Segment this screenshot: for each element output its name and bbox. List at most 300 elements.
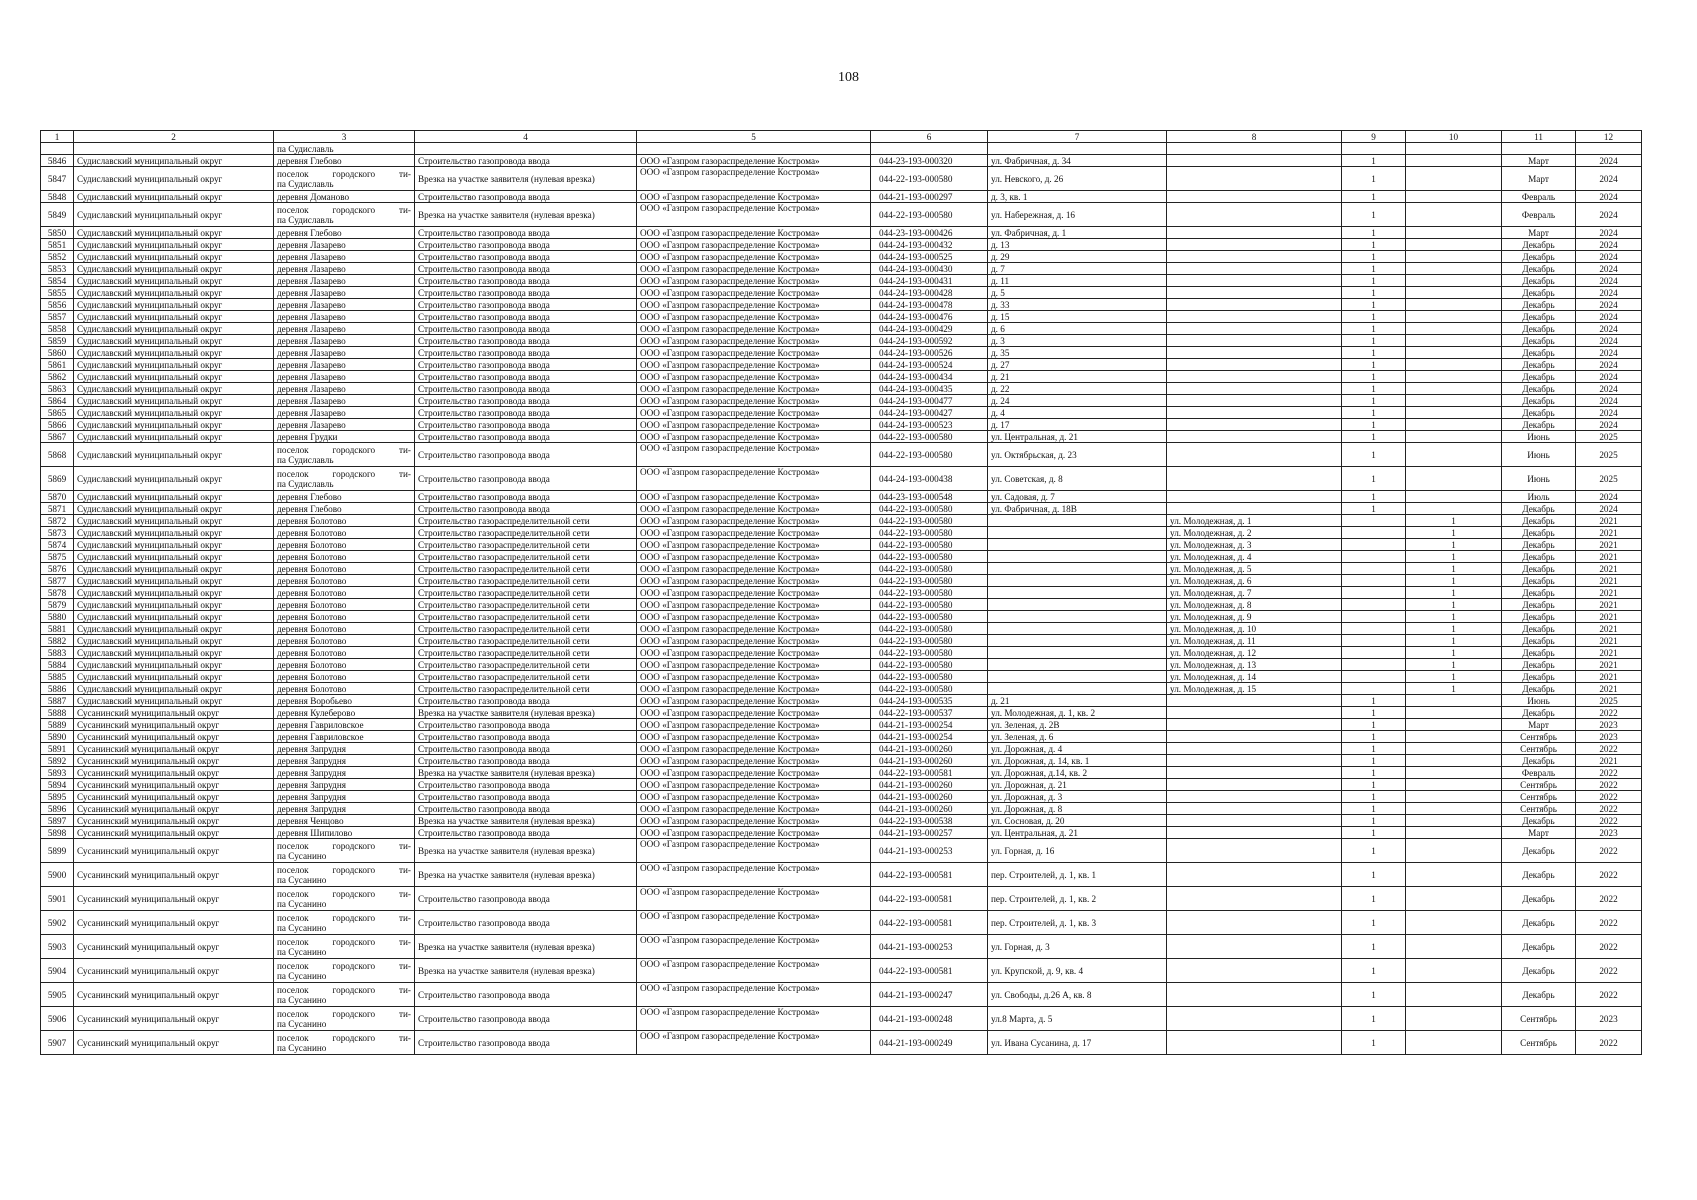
cell-count-network [1406, 155, 1502, 167]
cell-count-network [1406, 167, 1502, 191]
cell-address-network [1167, 827, 1342, 839]
table-row [41, 299, 1642, 311]
cell-count-network [1406, 143, 1502, 155]
cell-address-network [1167, 419, 1342, 431]
locality-line: деревня Лазарево [277, 335, 346, 346]
locality-line: деревня Грудки [277, 431, 338, 442]
cell-locality [274, 551, 415, 563]
cell-address: ул. Дорожная, д. 21 [988, 779, 1167, 791]
cell-locality [274, 515, 415, 527]
cell-org: ООО «Газпром газораспределение Кострома» [637, 767, 871, 779]
cell-address-network [1167, 959, 1342, 983]
cell-month: Декабрь [1502, 815, 1576, 827]
cell-count-network: 1 [1406, 551, 1502, 563]
cell-org [637, 143, 871, 155]
cell-month: Декабрь [1502, 983, 1576, 1007]
cell-code: 044-21-193-000247 [871, 983, 988, 1007]
cell-org: ООО «Газпром газораспределение Кострома» [637, 935, 871, 959]
cell-org: ООО «Газпром газораспределение Кострома» [637, 683, 871, 695]
cell-month: Март [1502, 719, 1576, 731]
cell-count-network [1406, 491, 1502, 503]
cell-org: ООО «Газпром газораспределение Кострома» [637, 527, 871, 539]
cell-address: ул. Фабричная, д. 18В [988, 503, 1167, 515]
cell-org: ООО «Газпром газораспределение Кострома» [637, 155, 871, 167]
cell-org: ООО «Газпром газораспределение Кострома» [637, 731, 871, 743]
cell-code: 044-22-193-000580 [871, 647, 988, 659]
cell-year: 2021 [1576, 587, 1642, 599]
cell-address-network [1167, 839, 1342, 863]
locality-line: па Судиславль [277, 454, 334, 465]
column-header-6: 6 [871, 131, 988, 143]
table-row [41, 323, 1642, 335]
cell-count-network [1406, 815, 1502, 827]
cell-count-input: 1 [1342, 467, 1406, 491]
cell-address-network: ул. Молодежная, д. 11 [1167, 635, 1342, 647]
cell-address-network [1167, 335, 1342, 347]
cell-locality [274, 599, 415, 611]
cell-code: 044-22-193-000580 [871, 527, 988, 539]
cell-code: 044-21-193-000254 [871, 731, 988, 743]
registry-table-wrapper [40, 130, 1642, 1055]
cell-count-network [1406, 371, 1502, 383]
cell-org: ООО «Газпром газораспределение Кострома» [637, 983, 871, 1007]
cell-count-network [1406, 695, 1502, 707]
cell-count-input: 1 [1342, 383, 1406, 395]
cell-work: Строительство газопровода ввода [415, 503, 637, 515]
cell-org: ООО «Газпром газораспределение Кострома» [637, 539, 871, 551]
table-row [41, 227, 1642, 239]
cell-number: 5898 [41, 827, 74, 839]
cell-count-network [1406, 431, 1502, 443]
cell-number: 5873 [41, 527, 74, 539]
locality-line: деревня Гавриловское [277, 731, 364, 742]
cell-locality [274, 167, 415, 191]
table-row [41, 803, 1642, 815]
cell-number: 5852 [41, 251, 74, 263]
cell-address [988, 635, 1167, 647]
cell-month: Декабрь [1502, 599, 1576, 611]
cell-number: 5883 [41, 647, 74, 659]
cell-org: ООО «Газпром газораспределение Кострома» [637, 239, 871, 251]
cell-work: Строительство газопровода ввода [415, 443, 637, 467]
cell-org: ООО «Газпром газораспределение Кострома» [637, 959, 871, 983]
cell-address-network [1167, 911, 1342, 935]
cell-address: ул. Сосновая, д. 20 [988, 815, 1167, 827]
cell-code: 044-24-193-000525 [871, 251, 988, 263]
cell-count-network [1406, 503, 1502, 515]
cell-code: 044-23-193-000320 [871, 155, 988, 167]
cell-number: 5861 [41, 359, 74, 371]
cell-year: 2023 [1576, 731, 1642, 743]
cell-count-input: 1 [1342, 731, 1406, 743]
cell-count-network: 1 [1406, 587, 1502, 599]
cell-number: 5859 [41, 335, 74, 347]
cell-month: Декабрь [1502, 323, 1576, 335]
cell-code: 044-22-193-000580 [871, 587, 988, 599]
cell-month: Декабрь [1502, 635, 1576, 647]
cell-month: Декабрь [1502, 299, 1576, 311]
cell-org: ООО «Газпром газораспределение Кострома» [637, 275, 871, 287]
table-row [41, 659, 1642, 671]
table-row [41, 335, 1642, 347]
page-number: 108 [838, 70, 859, 85]
cell-month: Декабрь [1502, 683, 1576, 695]
cell-count-input: 1 [1342, 815, 1406, 827]
cell-work: Строительство газораспределительной сети [415, 515, 637, 527]
cell-district: Сусанинский муниципальный округ [74, 935, 274, 959]
cell-code: 044-24-193-000535 [871, 695, 988, 707]
cell-district: Судиславский муниципальный округ [74, 515, 274, 527]
cell-work: Строительство газопровода ввода [415, 287, 637, 299]
locality-line: деревня Воробьево [277, 695, 352, 706]
cell-address [988, 671, 1167, 683]
table-row [41, 563, 1642, 575]
cell-number: 5886 [41, 683, 74, 695]
cell-address: ул.8 Марта, д. 5 [988, 1007, 1167, 1031]
cell-year: 2021 [1576, 515, 1642, 527]
cell-address-network [1167, 371, 1342, 383]
cell-address-network [1167, 815, 1342, 827]
cell-locality [274, 263, 415, 275]
cell-district: Судиславский муниципальный округ [74, 359, 274, 371]
cell-locality [274, 491, 415, 503]
cell-work: Строительство газопровода ввода [415, 911, 637, 935]
table-row [41, 251, 1642, 263]
cell-address-network: ул. Молодежная, д. 10 [1167, 623, 1342, 635]
cell-year: 2024 [1576, 503, 1642, 515]
cell-org: ООО «Газпром газораспределение Кострома» [637, 815, 871, 827]
cell-address-network: ул. Молодежная, д. 13 [1167, 659, 1342, 671]
cell-count-input [1342, 647, 1406, 659]
cell-address: ул. Октябрьская, д. 23 [988, 443, 1167, 467]
cell-count-input: 1 [1342, 275, 1406, 287]
cell-code: 044-22-193-000581 [871, 887, 988, 911]
cell-count-network: 1 [1406, 623, 1502, 635]
cell-month: Сентябрь [1502, 803, 1576, 815]
cell-count-network [1406, 803, 1502, 815]
cell-code: 044-22-193-000581 [871, 863, 988, 887]
cell-address: д. 21 [988, 695, 1167, 707]
table-row [41, 575, 1642, 587]
cell-number: 5899 [41, 839, 74, 863]
cell-address-network [1167, 863, 1342, 887]
cell-number: 5854 [41, 275, 74, 287]
cell-count-input [1342, 635, 1406, 647]
table-row [41, 827, 1642, 839]
cell-locality [274, 227, 415, 239]
cell-work: Строительство газопровода ввода [415, 383, 637, 395]
cell-year: 2024 [1576, 287, 1642, 299]
cell-code: 044-22-193-000580 [871, 167, 988, 191]
cell-count-input [1342, 527, 1406, 539]
cell-work: Строительство газопровода ввода [415, 803, 637, 815]
cell-month: Декабрь [1502, 527, 1576, 539]
cell-month: Декабрь [1502, 863, 1576, 887]
cell-locality [274, 407, 415, 419]
cell-count-input: 1 [1342, 227, 1406, 239]
cell-month: Декабрь [1502, 755, 1576, 767]
cell-work: Врезка на участке заявителя (нулевая врезка) [415, 863, 637, 887]
locality-line: па Судиславль [277, 478, 334, 489]
locality-line: деревня Болотово [277, 575, 347, 586]
cell-count-network [1406, 1031, 1502, 1055]
cell-org: ООО «Газпром газораспределение Кострома» [637, 419, 871, 431]
cell-district: Сусанинский муниципальный округ [74, 1031, 274, 1055]
cell-code: 044-24-193-000430 [871, 263, 988, 275]
cell-address-network [1167, 695, 1342, 707]
locality-line: деревня Лазарево [277, 287, 346, 298]
cell-month: Сентябрь [1502, 743, 1576, 755]
cell-address: д. 6 [988, 323, 1167, 335]
cell-locality [274, 1031, 415, 1055]
table-row [41, 959, 1642, 983]
cell-month: Март [1502, 227, 1576, 239]
cell-month: Декабрь [1502, 515, 1576, 527]
cell-code: 044-24-193-000427 [871, 407, 988, 419]
cell-work: Строительство газораспределительной сети [415, 563, 637, 575]
cell-count-input [1342, 563, 1406, 575]
cell-count-input: 1 [1342, 707, 1406, 719]
cell-number: 5849 [41, 203, 74, 227]
cell-address-network [1167, 347, 1342, 359]
cell-locality [274, 275, 415, 287]
cell-number: 5900 [41, 863, 74, 887]
cell-address: д. 17 [988, 419, 1167, 431]
cell-count-input [1342, 551, 1406, 563]
cell-locality [274, 371, 415, 383]
cell-count-input: 1 [1342, 803, 1406, 815]
cell-number: 5905 [41, 983, 74, 1007]
cell-year: 2021 [1576, 623, 1642, 635]
cell-address: д. 5 [988, 287, 1167, 299]
locality-line: деревня Запрудня [277, 767, 346, 778]
locality-line: деревня Болотово [277, 551, 347, 562]
table-row [41, 911, 1642, 935]
cell-locality [274, 683, 415, 695]
cell-count-network [1406, 395, 1502, 407]
cell-address-network [1167, 503, 1342, 515]
cell-org: ООО «Газпром газораспределение Кострома» [637, 839, 871, 863]
cell-code: 044-22-193-000580 [871, 551, 988, 563]
cell-count-network: 1 [1406, 659, 1502, 671]
cell-work: Строительство газопровода ввода [415, 827, 637, 839]
cell-number: 5895 [41, 791, 74, 803]
cell-count-input: 1 [1342, 287, 1406, 299]
table-row [41, 287, 1642, 299]
cell-address-network [1167, 803, 1342, 815]
cell-count-input: 1 [1342, 827, 1406, 839]
cell-month: Декабрь [1502, 335, 1576, 347]
table-row [41, 515, 1642, 527]
cell-work: Строительство газопровода ввода [415, 755, 637, 767]
table-row [41, 383, 1642, 395]
cell-count-input: 1 [1342, 407, 1406, 419]
cell-address-network: ул. Молодежная, д. 14 [1167, 671, 1342, 683]
cell-org: ООО «Газпром газораспределение Кострома» [637, 287, 871, 299]
cell-number: 5877 [41, 575, 74, 587]
cell-number: 5893 [41, 767, 74, 779]
cell-locality [274, 635, 415, 647]
cell-number: 5872 [41, 515, 74, 527]
column-number-row [41, 131, 1642, 143]
cell-year: 2022 [1576, 911, 1642, 935]
cell-work: Строительство газопровода ввода [415, 731, 637, 743]
cell-month: Декабрь [1502, 239, 1576, 251]
cell-address: д. 29 [988, 251, 1167, 263]
cell-year: 2024 [1576, 419, 1642, 431]
cell-count-network [1406, 983, 1502, 1007]
cell-code: 044-22-193-000580 [871, 203, 988, 227]
cell-year: 2022 [1576, 887, 1642, 911]
cell-count-network: 1 [1406, 563, 1502, 575]
cell-count-network [1406, 863, 1502, 887]
cell-work: Врезка на участке заявителя (нулевая врезка) [415, 959, 637, 983]
cell-address: ул. Фабричная, д. 1 [988, 227, 1167, 239]
locality-line: деревня Болотово [277, 587, 347, 598]
cell-code: 044-22-193-000580 [871, 671, 988, 683]
cell-count-input: 1 [1342, 155, 1406, 167]
table-row [41, 395, 1642, 407]
locality-line: па Судиславль [277, 178, 334, 189]
cell-number: 5890 [41, 731, 74, 743]
cell-address: ул. Фабричная, д. 34 [988, 155, 1167, 167]
cell-work: Строительство газораспределительной сети [415, 539, 637, 551]
cell-district: Судиславский муниципальный округ [74, 383, 274, 395]
cell-district: Судиславский муниципальный округ [74, 407, 274, 419]
cell-number: 5882 [41, 635, 74, 647]
cell-year: 2024 [1576, 299, 1642, 311]
cell-code: 044-24-193-000438 [871, 467, 988, 491]
cell-year: 2025 [1576, 431, 1642, 443]
table-row [41, 431, 1642, 443]
cell-month: Декабрь [1502, 611, 1576, 623]
cell-org: ООО «Газпром газораспределение Кострома» [637, 251, 871, 263]
cell-address-network [1167, 743, 1342, 755]
cell-locality [274, 383, 415, 395]
table-row [41, 419, 1642, 431]
cell-count-input: 1 [1342, 191, 1406, 203]
cell-year: 2021 [1576, 659, 1642, 671]
cell-work: Врезка на участке заявителя (нулевая врезка) [415, 707, 637, 719]
cell-address: ул. Центральная, д. 21 [988, 431, 1167, 443]
cell-work: Строительство газопровода ввода [415, 275, 637, 287]
cell-year: 2024 [1576, 191, 1642, 203]
table-row [41, 311, 1642, 323]
cell-address-network [1167, 407, 1342, 419]
cell-count-network: 1 [1406, 671, 1502, 683]
locality-line: поселок городского ти- [277, 864, 411, 875]
cell-month: Декабрь [1502, 839, 1576, 863]
cell-number: 5892 [41, 755, 74, 767]
cell-year: 2024 [1576, 335, 1642, 347]
cell-month: Декабрь [1502, 395, 1576, 407]
cell-year: 2021 [1576, 575, 1642, 587]
locality-line: деревня Болотово [277, 647, 347, 658]
cell-work: Строительство газопровода ввода [415, 431, 637, 443]
cell-count-network [1406, 191, 1502, 203]
cell-district: Сусанинский муниципальный округ [74, 719, 274, 731]
cell-number: 5860 [41, 347, 74, 359]
cell-org: ООО «Газпром газораспределение Кострома» [637, 407, 871, 419]
cell-address: ул. Зеленая, д. 2В [988, 719, 1167, 731]
cell-code: 044-24-193-000428 [871, 287, 988, 299]
cell-month: Декабрь [1502, 659, 1576, 671]
cell-address: д. 13 [988, 239, 1167, 251]
locality-line: деревня Запрудня [277, 791, 346, 802]
cell-district: Судиславский муниципальный округ [74, 239, 274, 251]
cell-count-input: 1 [1342, 695, 1406, 707]
cell-year: 2022 [1576, 707, 1642, 719]
cell-number: 5864 [41, 395, 74, 407]
cell-count-network [1406, 779, 1502, 791]
cell-month: Сентябрь [1502, 779, 1576, 791]
cell-number: 5894 [41, 779, 74, 791]
cell-address-network [1167, 383, 1342, 395]
cell-count-network [1406, 719, 1502, 731]
cell-address-network: ул. Молодежная, д. 12 [1167, 647, 1342, 659]
cell-number: 5887 [41, 695, 74, 707]
cell-address: д. 21 [988, 371, 1167, 383]
locality-line: деревня Лазарево [277, 323, 346, 334]
cell-locality [274, 575, 415, 587]
cell-locality [274, 743, 415, 755]
cell-count-input: 1 [1342, 863, 1406, 887]
cell-address [988, 515, 1167, 527]
cell-org: ООО «Газпром газораспределение Кострома» [637, 203, 871, 227]
locality-line: деревня Лазарево [277, 275, 346, 286]
cell-month: Сентябрь [1502, 1007, 1576, 1031]
cell-count-input: 1 [1342, 431, 1406, 443]
cell-address-network [1167, 731, 1342, 743]
cell-district: Судиславский муниципальный округ [74, 275, 274, 287]
cell-org: ООО «Газпром газораспределение Кострома» [637, 611, 871, 623]
cell-year: 2022 [1576, 863, 1642, 887]
cell-locality [274, 623, 415, 635]
cell-address-network [1167, 719, 1342, 731]
column-header-2: 2 [74, 131, 274, 143]
cell-number: 5880 [41, 611, 74, 623]
cell-count-network [1406, 767, 1502, 779]
cell-code: 044-24-193-000429 [871, 323, 988, 335]
cell-work: Строительство газопровода ввода [415, 359, 637, 371]
cell-count-network [1406, 959, 1502, 983]
cell-org: ООО «Газпром газораспределение Кострома» [637, 347, 871, 359]
cell-address: ул. Центральная, д. 21 [988, 827, 1167, 839]
cell-count-input [1342, 515, 1406, 527]
cell-number: 5884 [41, 659, 74, 671]
cell-number: 5848 [41, 191, 74, 203]
locality-line: па Судиславль [277, 214, 334, 225]
cell-address-network [1167, 239, 1342, 251]
cell-address-network [1167, 203, 1342, 227]
cell-count-network: 1 [1406, 599, 1502, 611]
cell-month: Декабрь [1502, 347, 1576, 359]
cell-district: Сусанинский муниципальный округ [74, 743, 274, 755]
cell-count-network [1406, 323, 1502, 335]
cell-address-network [1167, 263, 1342, 275]
locality-line: деревня Лазарево [277, 395, 346, 406]
cell-org: ООО «Газпром газораспределение Кострома» [637, 671, 871, 683]
locality-line: поселок городского ти- [277, 984, 411, 995]
cell-address-network [1167, 323, 1342, 335]
cell-month: Декабрь [1502, 575, 1576, 587]
cell-address: ул. Свободы, д.26 А, кв. 8 [988, 983, 1167, 1007]
cell-locality [274, 299, 415, 311]
cell-district: Судиславский муниципальный округ [74, 683, 274, 695]
cell-year: 2021 [1576, 563, 1642, 575]
cell-count-input: 1 [1342, 719, 1406, 731]
cell-org: ООО «Газпром газораспределение Кострома» [637, 335, 871, 347]
